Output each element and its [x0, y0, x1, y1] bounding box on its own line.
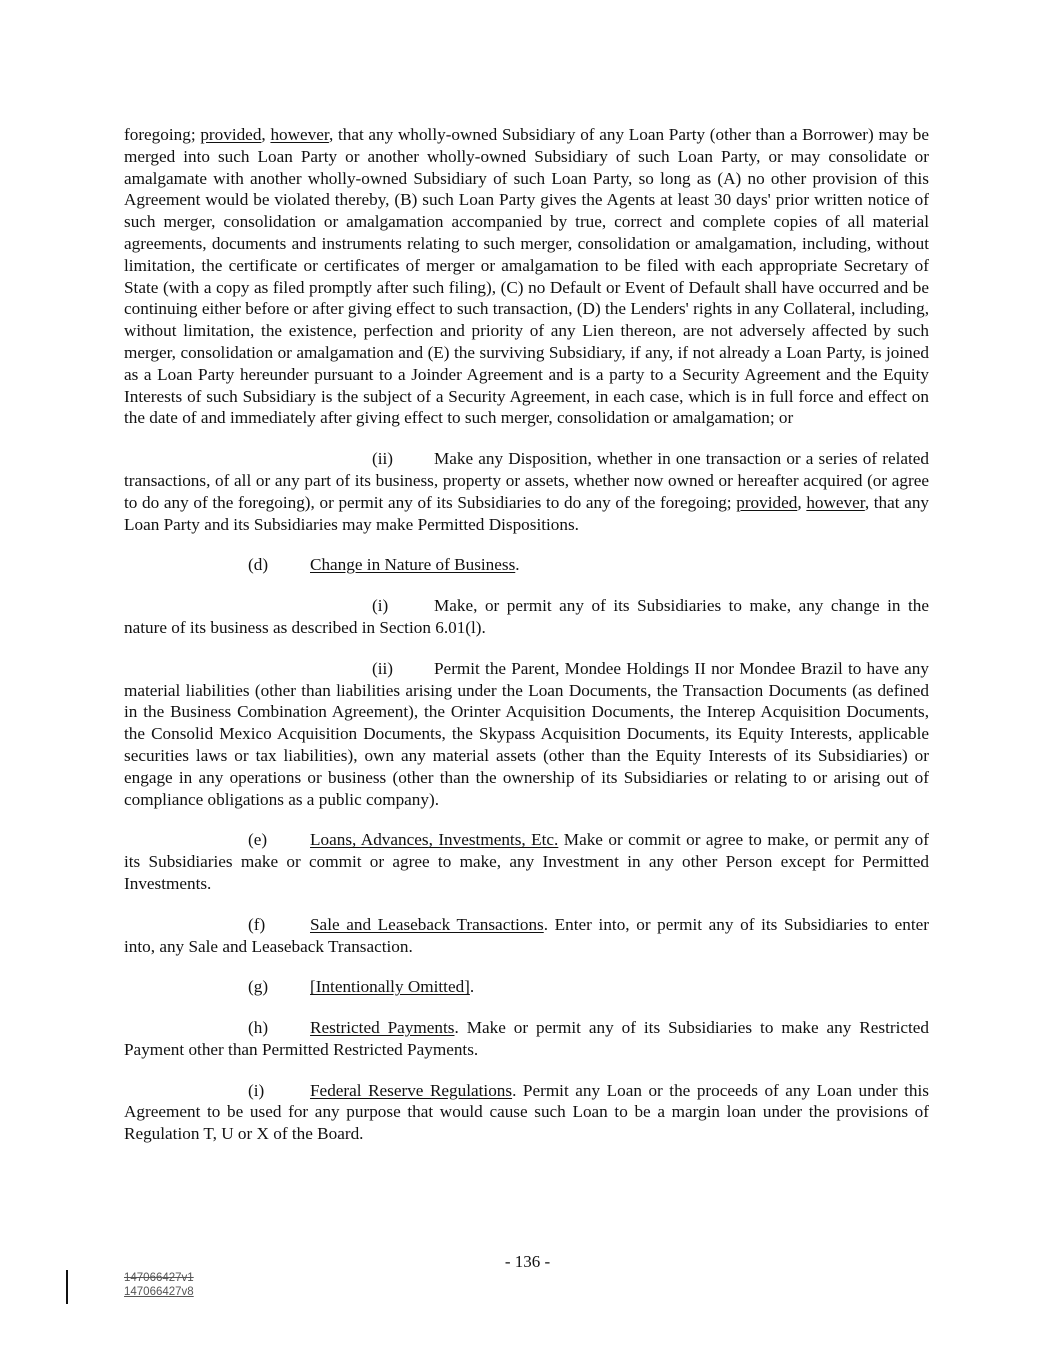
- clause-label: (ii): [372, 658, 393, 678]
- section-heading: Change in Nature of Business: [310, 555, 516, 575]
- section-g: (g) [Intentionally Omitted].: [248, 977, 475, 997]
- old-doc-id: 147066427v1: [124, 1272, 194, 1284]
- section-f: (f) Sale and Leaseback Transactions. Enter into, or permit any of its Subsidiaries to enter into, any Sale and Leaseback Transaction.: [124, 914, 929, 956]
- however-term: however: [806, 492, 865, 512]
- section-heading: Federal Reserve Regulations: [310, 1080, 513, 1100]
- section-heading: [Intentionally Omitted]: [310, 977, 470, 997]
- section-label: (d): [248, 555, 269, 575]
- section-heading: Loans, Advances, Investments, Etc.: [310, 830, 559, 850]
- clause-label: (i): [372, 596, 389, 616]
- section-heading: Restricted Payments: [310, 1018, 455, 1038]
- revision-bar: [66, 1270, 68, 1304]
- document-body: [124, 124, 929, 1145]
- section-label: (h): [248, 1018, 269, 1038]
- new-doc-id: 147066427v8: [124, 1286, 194, 1298]
- section-label: (f): [248, 914, 266, 934]
- provided-term: provided: [736, 492, 798, 512]
- section-heading: Sale and Leaseback Transactions: [310, 914, 544, 934]
- clause-d-ii: (ii) Permit the Parent, Mondee Holdings II nor Mondee Brazil to have any material liabilities (other than liabilities arising under the Loan Documents, the Transaction Documents (as defined in the Business Combination Agreement), the Orinter Acquisition Documents, the Interep Acquisition Documents, the Consolid Mexico Acquisition Documents, the Skypass Acquisition Documents, its Equity Interests, applicable securities laws or tax liabilities), own any material assets (other than the Equity Interests of its Subsidiaries) or engage in any operations or business (other than the ownership of its Subsidiaries or relating to or arising out of compliance obligations as a public company).: [124, 658, 929, 809]
- section-h: (h) Restricted Payments. Make or permit any of its Subsidiaries to make any Restricted Payment other than Permitted Restricted Payments.: [124, 1018, 929, 1059]
- section-i: (i) Federal Reserve Regulations. Permit any Loan or the proceeds of any Loan under this Agreement to be used for any purpose that would cause such Loan to be a margin loan under the provisions of Regulation T, U or X of the Board.: [124, 1080, 929, 1144]
- section-e: (e) Loans, Advances, Investments, Etc. Make or commit or agree to make, or permit any of its Subsidiaries make or commit or agree to make, any Investment in any other Person except for Permitted Investments.: [124, 830, 929, 893]
- document-ids: [124, 1271, 194, 1299]
- clause-d-i: (i) Make, or permit any of its Subsidiaries to make, any change in the nature of its business as described in Section 6.01(l).: [124, 596, 929, 637]
- page-number: - 136 -: [504, 1252, 551, 1271]
- provided-term: provided: [200, 125, 262, 144]
- section-label: (e): [248, 830, 268, 850]
- however-term: however: [270, 125, 329, 144]
- clause-label: (ii): [372, 449, 393, 469]
- section-d-heading: (d) Change in Nature of Business.: [248, 555, 520, 575]
- paragraph-merger-proviso: foregoing; provided, however, that any wholly-owned Subsidiary of any Loan Party (other than a Borrower) may be merged into such Loan Party or another wholly-owned Subsidiary of such Loan Party, or may consolidate or amalgamate with another wholly-owned Subsidiary of such Loan Party, so long as (A) no other provision of this Agreement would be violated thereby, (B) such Loan Party gives the Agents at least 30 days' prior written notice of such merger, consolidation or amalgamation accompanied by true, correct and complete copies of all material agreements, documents and instruments relating to such merger, consolidation or amalgamation, including, without limitation, the certificate or certificates of merger or amalgamation to be filed with each appropriate Secretary of State (with a copy as filed promptly after such filing), (C) no Default or Event of Default shall have occurred and be continuing either before or after giving effect to such transaction, (D) the Lenders' rights in any Collateral, including, without limitation, the existence, perfection and priority of any Lien thereon, are not adversely affected by such merger, consolidation or amalgamation and (E) the surviving Subsidiary, if any, if not already a Loan Party, is joined as a Loan Party hereunder pursuant to a Joinder Agreement and is a party to a Security Agreement and the Equity Interests of such Subsidiary is the subject of a Security Agreement, in each case, which is in full force and effect on the date of and immediately after giving effect to such merger, consolidation or amalgamation; or: [124, 125, 929, 428]
- section-label: (g): [248, 977, 269, 997]
- section-label: (i): [248, 1080, 265, 1100]
- clause-c-ii: (ii) Make any Disposition, whether in one transaction or a series of related transactions, of all or any part of its business, property or assets, whether now owned or hereafter acquired (or agree to do any of the foregoing), or permit any of its Subsidiaries to do any of the foregoing; provided, however, that any Loan Party and its Subsidiaries may make Permitted Dispositions.: [124, 449, 930, 534]
